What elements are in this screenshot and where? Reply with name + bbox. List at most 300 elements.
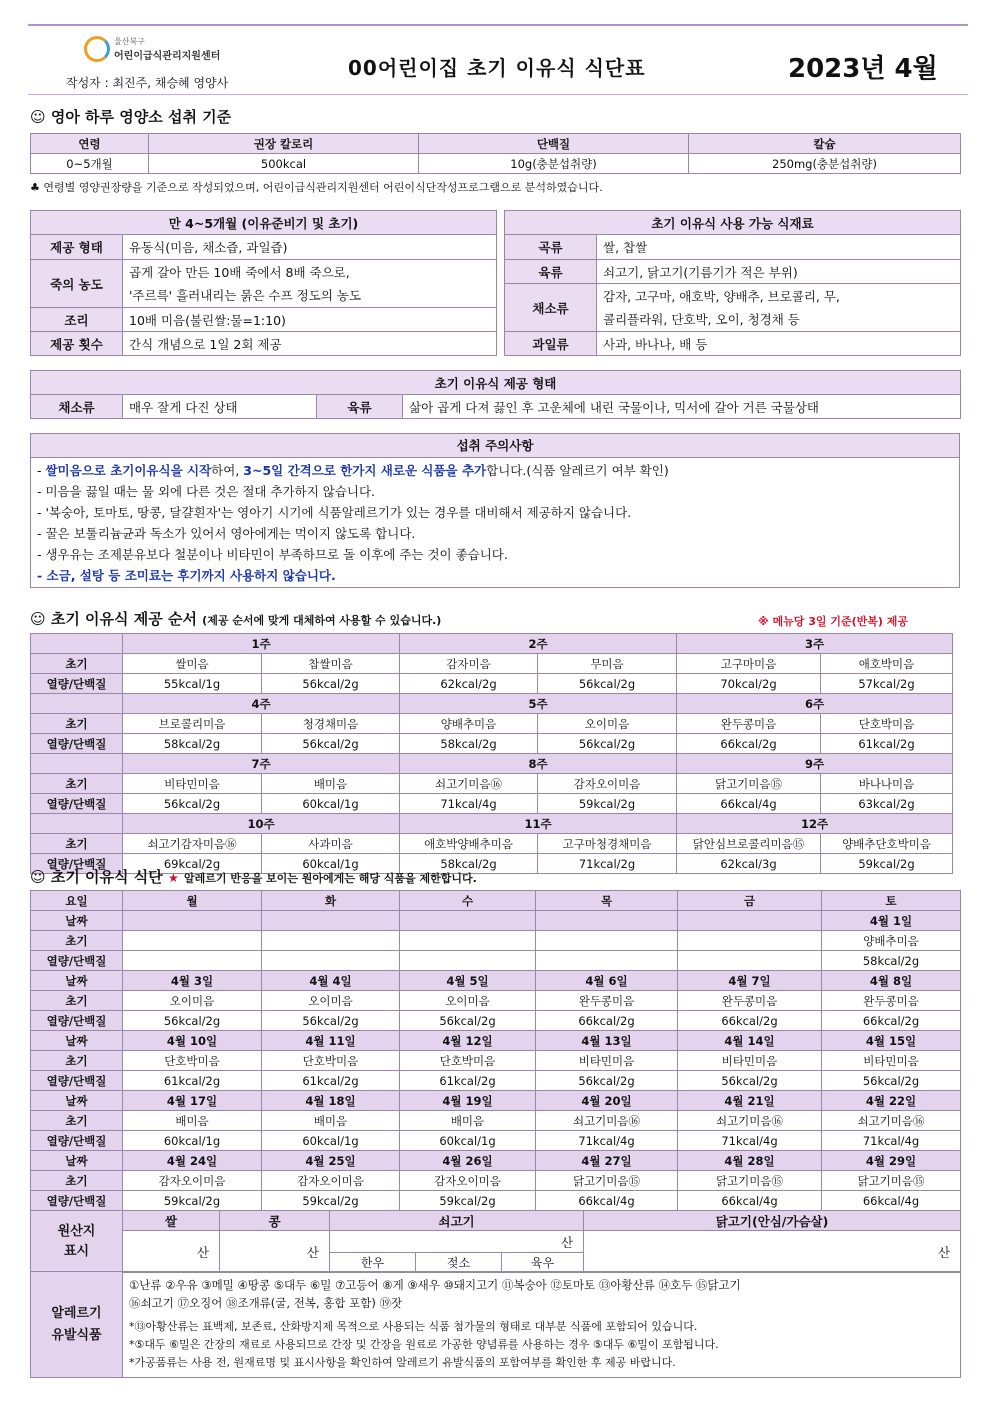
menu-date-cell [123, 911, 262, 931]
origin-label-2: 표시 [63, 1243, 90, 1259]
menu-kcal-cell: 60kcal/1g [400, 1131, 536, 1151]
order-kcal-cell: 58kcal/2g [123, 734, 262, 754]
order-row-label: 초기 [31, 654, 123, 674]
menu-day-cell: 월 [123, 891, 262, 911]
menu-kcal-row [31, 951, 961, 971]
menu-food-cell: 완두콩미음 [678, 991, 822, 1011]
menu-kcal-cell: 61kcal/2g [123, 1071, 262, 1091]
menu-date-row [31, 1151, 961, 1171]
order-menu-cell: 사과미음 [262, 834, 400, 854]
allergy-list-1: ①난류 ②우유 ③메밀 ④땅콩 ⑤대두 ⑥밀 ⑦고등어 ⑧게 ⑨새우 ⑩돼지고기 ⑪복숭아 ⑫토마토 ⑬아황산류 ⑭호두 ⑮닭고기 [129, 1278, 741, 1292]
order-week-label: 12주 [677, 814, 953, 834]
order-menu-cell: 고구마미음 [677, 654, 821, 674]
menu-kcal-row [31, 1011, 961, 1031]
origin-beef-value: 산 [330, 1231, 584, 1253]
menu-date-cell: 4월 12일 [400, 1031, 536, 1051]
order-menu-cell: 무미음 [538, 654, 677, 674]
menu-food-cell: 감자오이미음 [262, 1171, 400, 1191]
order-menu-cell: 완두콩미음 [677, 714, 821, 734]
menu-date-cell: 4월 8일 [822, 971, 961, 991]
ingredient-value: 쇠고기, 닭고기(기름기가 적은 부위) [597, 260, 961, 284]
allergy-note-3: *가공품류는 사용 전, 원재료명 및 표시사항을 확인하여 알레르기 유발식품의 포함여부를 확인한 후 제공 바랍니다. [129, 1356, 676, 1369]
order-menu-cell: 비타민미음 [123, 774, 262, 794]
menu-row-label: 열량/단백질 [31, 1191, 123, 1211]
order-menu-row [31, 774, 953, 794]
ingredient-value: 사과, 바나나, 배 등 [597, 332, 961, 356]
caution-text: 하여, [211, 463, 244, 478]
menu-kcal-cell: 61kcal/2g [400, 1071, 536, 1091]
menu-date-cell: 4월 18일 [262, 1091, 400, 1111]
menu-kcal-cell [400, 951, 536, 971]
order-kcal-cell: 57kcal/2g [821, 674, 953, 694]
menu-date-cell: 4월 27일 [536, 1151, 678, 1171]
menu-section-title [30, 866, 477, 887]
menu-day-label: 요일 [31, 891, 123, 911]
order-menu-cell: 애호박미음 [821, 654, 953, 674]
form-meat-value: 삶아 곱게 다져 끓인 후 고운체에 내린 국물이나, 믹서에 갈아 거른 국물상태 [403, 395, 961, 419]
menu-kcal-cell: 66kcal/4g [822, 1191, 961, 1211]
logo-line2: 어린이급식관리지원센터 [114, 51, 221, 62]
menu-row-label: 열량/단백질 [31, 1071, 123, 1091]
menu-food-row [31, 1171, 961, 1191]
menu-row-label: 초기 [31, 931, 123, 951]
menu-date-cell: 4월 10일 [123, 1031, 262, 1051]
form-veg-value: 매우 잘게 다진 상태 [123, 395, 317, 419]
order-section-title [30, 608, 441, 629]
logo-mark-icon [84, 36, 110, 62]
menu-food-cell [400, 931, 536, 951]
origin-rice-label: 쌀 [123, 1211, 220, 1231]
origin-label-1: 원산지 [57, 1223, 96, 1239]
order-week-corner [31, 634, 123, 654]
menu-kcal-cell: 71kcal/4g [822, 1131, 961, 1151]
nutrition-cell: 250mg(충분섭취량) [689, 154, 961, 174]
menu-date-cell: 4월 15일 [822, 1031, 961, 1051]
menu-date-cell: 4월 24일 [123, 1151, 262, 1171]
order-kcal-cell: 56kcal/2g [538, 674, 677, 694]
allergy-label-2: 유발식품 [51, 1327, 102, 1343]
order-row-label: 열량/단백질 [31, 734, 123, 754]
menu-kcal-cell: 59kcal/2g [123, 1191, 262, 1211]
order-row-label: 초기 [31, 774, 123, 794]
year-month: 2023년 4월 [788, 54, 938, 84]
menu-food-cell: 닭고기미음⑮ [822, 1171, 961, 1191]
order-menu-row [31, 714, 953, 734]
menu-food-cell [536, 931, 678, 951]
order-kcal-row [31, 734, 953, 754]
origin-bean-value: 산 [220, 1231, 330, 1273]
nutrition-header: 연령 [31, 134, 149, 154]
origin-beef-label: 쇠고기 [330, 1211, 584, 1231]
menu-row-label: 열량/단백질 [31, 1131, 123, 1151]
order-kcal-cell: 59kcal/2g [821, 854, 953, 874]
allergy-content [123, 1272, 961, 1378]
order-row-label: 열량/단백질 [31, 854, 123, 874]
origin-chicken-value: 산 [584, 1231, 961, 1273]
order-kcal-cell: 69kcal/2g [123, 854, 262, 874]
menu-kcal-cell: 66kcal/4g [536, 1191, 678, 1211]
menu-row-label: 초기 [31, 1111, 123, 1131]
ingredient-value: 쌀, 찹쌀 [597, 235, 961, 260]
ingredient-label: 육류 [505, 260, 597, 284]
stage-value: 유동식(미음, 채소즙, 과일즙) [123, 235, 497, 260]
menu-kcal-cell: 59kcal/2g [262, 1191, 400, 1211]
menu-date-cell: 4월 1일 [822, 911, 961, 931]
caution-title: 섭취 주의사항 [31, 434, 959, 458]
menu-date-cell: 4월 26일 [400, 1151, 536, 1171]
menu-date-cell [536, 911, 678, 931]
order-week-row [31, 814, 953, 834]
order-kcal-cell: 71kcal/4g [400, 794, 538, 814]
center-logo [84, 36, 220, 62]
order-row-label: 열량/단백질 [31, 674, 123, 694]
menu-kcal-row [31, 1191, 961, 1211]
menu-day-row [31, 891, 961, 911]
order-row-label: 초기 [31, 714, 123, 734]
caution-line-3: - '복숭아, 토마토, 땅콩, 달걀흰자'는 영아기 시기에 식품알레르기가 있는 경우를 대비해서 제공하지 않습니다. [37, 505, 632, 520]
menu-day-cell: 화 [262, 891, 400, 911]
menu-kcal-cell: 66kcal/4g [678, 1191, 822, 1211]
order-menu-cell: 오이미음 [538, 714, 677, 734]
menu-date-row [31, 971, 961, 991]
menu-date-cell: 4월 29일 [822, 1151, 961, 1171]
order-kcal-cell: 56kcal/2g [262, 734, 400, 754]
menu-food-row [31, 1111, 961, 1131]
stage-value: '주르륵' 흘러내리는 묽은 수프 정도의 농도 [123, 284, 497, 308]
caution-box [30, 433, 960, 588]
stage-title: 만 4~5개월 (이유준비기 및 초기) [31, 211, 497, 235]
order-kcal-cell: 62kcal/2g [400, 674, 538, 694]
order-kcal-cell: 58kcal/2g [400, 854, 538, 874]
order-menu-cell: 찹쌀미음 [262, 654, 400, 674]
menu-food-cell: 배미음 [262, 1111, 400, 1131]
menu-date-cell: 4월 28일 [678, 1151, 822, 1171]
caution-dash: - [37, 463, 46, 478]
order-kcal-cell: 70kcal/2g [677, 674, 821, 694]
menu-food-cell [262, 931, 400, 951]
menu-kcal-cell: 60kcal/1g [123, 1131, 262, 1151]
menu-kcal-cell: 59kcal/2g [400, 1191, 536, 1211]
menu-date-cell: 4월 7일 [678, 971, 822, 991]
menu-date-cell: 4월 19일 [400, 1091, 536, 1111]
allergy-note-2: *⑤대두 ⑥밀은 간장의 재료로 사용되므로 간장 및 간장을 원료로 가공한 양념류를 사용하는 경우 ⑤대두 ⑥밀이 포함됩니다. [129, 1338, 719, 1351]
menu-kcal-cell [123, 951, 262, 971]
menu-food-cell: 비타민미음 [822, 1051, 961, 1071]
order-kcal-cell: 56kcal/2g [262, 674, 400, 694]
order-menu-row [31, 654, 953, 674]
ingredient-value: 감자, 고구마, 애호박, 양배추, 브로콜리, 무, [597, 284, 961, 308]
allergy-label [31, 1272, 123, 1378]
order-menu-cell: 감자오이미음 [538, 774, 677, 794]
order-menu-cell: 양배추미음 [400, 714, 538, 734]
menu-date-cell: 4월 3일 [123, 971, 262, 991]
stage-label: 조리 [31, 308, 123, 332]
allergy-list-2: ⑯쇠고기 ⑰오징어 ⑱조개류(굴, 전복, 홍합 포함) ⑲잣 [129, 1296, 403, 1310]
menu-date-cell: 4월 14일 [678, 1031, 822, 1051]
order-menu-cell: 감자미음 [400, 654, 538, 674]
menu-kcal-cell: 58kcal/2g [822, 951, 961, 971]
menu-food-cell: 쇠고기미음⑯ [536, 1111, 678, 1131]
caution-emphasis: 쌀미음으로 초기이유식을 시작 [45, 463, 212, 478]
allergy-label-1: 알레르기 [51, 1305, 102, 1321]
origin-yukwoo: 육우 [502, 1253, 584, 1273]
nutrition-cell: 500kcal [149, 154, 419, 174]
order-week-label: 2주 [400, 634, 677, 654]
order-title-text: ☺ 초기 이유식 제공 순서 [30, 610, 197, 628]
form-meat-label: 육류 [317, 395, 403, 419]
stage-value: 곱게 갈아 만든 10배 죽에서 8배 죽으로, [123, 260, 497, 284]
ingredient-value: 콜리플라워, 단호박, 오이, 청경채 등 [597, 308, 961, 332]
menu-date-cell: 4월 17일 [123, 1091, 262, 1111]
order-week-corner [31, 694, 123, 714]
menu-food-cell: 완두콩미음 [536, 991, 678, 1011]
order-menu-cell: 청경채미음 [262, 714, 400, 734]
menu-food-cell: 감자오이미음 [400, 1171, 536, 1191]
order-kcal-cell: 66kcal/2g [677, 734, 821, 754]
origin-hanwoo: 한우 [330, 1253, 416, 1273]
menu-kcal-cell: 56kcal/2g [262, 1011, 400, 1031]
order-menu-cell: 쇠고기미음⑯ [400, 774, 538, 794]
nutrition-table [30, 133, 961, 174]
menu-food-cell: 쇠고기미음⑯ [678, 1111, 822, 1131]
order-kcal-cell: 63kcal/2g [821, 794, 953, 814]
caution-line-5: - 생우유는 조제분유보다 철분이나 비타민이 부족하므로 돌 이후에 주는 것이 좋습니다. [37, 547, 508, 562]
menu-day-cell: 수 [400, 891, 536, 911]
menu-food-cell: 단호박미음 [262, 1051, 400, 1071]
order-week-corner [31, 814, 123, 834]
menu-kcal-cell: 71kcal/4g [678, 1131, 822, 1151]
origin-dairy: 젖소 [416, 1253, 502, 1273]
menu-kcal-cell: 60kcal/1g [262, 1131, 400, 1151]
order-week-label: 9주 [677, 754, 953, 774]
menu-date-cell: 4월 6일 [536, 971, 678, 991]
nutrition-header: 권장 칼로리 [149, 134, 419, 154]
order-week-row [31, 754, 953, 774]
menu-date-row [31, 1091, 961, 1111]
origin-table [30, 1210, 961, 1273]
allergy-table [30, 1271, 961, 1378]
ingredient-label: 곡류 [505, 235, 597, 260]
order-week-row [31, 694, 953, 714]
menu-date-cell: 4월 4일 [262, 971, 400, 991]
menu-food-cell [123, 931, 262, 951]
menu-date-cell [678, 911, 822, 931]
menu-day-cell: 금 [678, 891, 822, 911]
nutrition-header: 칼슘 [689, 134, 961, 154]
order-menu-cell: 배미음 [262, 774, 400, 794]
order-kcal-cell: 60kcal/1g [262, 794, 400, 814]
origin-rice-value: 산 [123, 1231, 220, 1273]
menu-date-cell [262, 911, 400, 931]
menu-kcal-cell: 66kcal/2g [678, 1011, 822, 1031]
menu-kcal-row [31, 1071, 961, 1091]
menu-kcal-cell [678, 951, 822, 971]
header-rule [28, 94, 968, 95]
order-week-label: 1주 [123, 634, 400, 654]
menu-row-label: 날짜 [31, 1031, 123, 1051]
menu-day-cell: 목 [536, 891, 678, 911]
menu-kcal-cell: 56kcal/2g [400, 1011, 536, 1031]
order-kcal-cell: 62kcal/3g [677, 854, 821, 874]
menu-food-cell: 오이미음 [123, 991, 262, 1011]
header [28, 30, 968, 96]
menu-food-cell: 쇠고기미음⑯ [822, 1111, 961, 1131]
order-subtitle: (제공 순서에 맞게 대체하여 사용할 수 있습니다.) [202, 614, 442, 627]
order-week-label: 5주 [400, 694, 677, 714]
order-week-label: 7주 [123, 754, 400, 774]
origin-bean-label: 콩 [220, 1211, 330, 1231]
menu-kcal-cell: 71kcal/4g [536, 1131, 678, 1151]
menu-food-cell: 배미음 [123, 1111, 262, 1131]
ingredient-label: 과일류 [505, 332, 597, 356]
menu-food-row [31, 931, 961, 951]
order-menu-cell: 쌀미음 [123, 654, 262, 674]
menu-row-label: 열량/단백질 [31, 951, 123, 971]
stage-table [30, 210, 497, 356]
order-week-label: 11주 [400, 814, 677, 834]
stage-value: 10배 미음(불린쌀:물=1:10) [123, 308, 497, 332]
order-kcal-row [31, 674, 953, 694]
ingredients-table [504, 210, 961, 356]
menu-food-cell: 단호박미음 [123, 1051, 262, 1071]
caution-line-6: - 소금, 설탕 등 조미료는 후기까지 사용하지 않습니다. [37, 568, 336, 583]
menu-table [30, 890, 961, 1211]
menu-row-label: 초기 [31, 1171, 123, 1191]
order-menu-row [31, 834, 953, 854]
menu-date-cell: 4월 25일 [262, 1151, 400, 1171]
menu-kcal-cell: 56kcal/2g [123, 1011, 262, 1031]
nutrition-note: ♣ 연령별 영양권장량을 기준으로 작성되었으며, 어린이급식관리지원센터 어린이식단작성프로그램으로 분석하였습니다. [30, 181, 603, 194]
menu-food-cell: 단호박미음 [400, 1051, 536, 1071]
order-week-row [31, 634, 953, 654]
author: 작성자 : 최진주, 채승혜 영양사 [66, 76, 229, 90]
nutrition-section-title: ☺ 영아 하루 영양소 섭취 기준 [30, 108, 232, 126]
menu-date-cell: 4월 11일 [262, 1031, 400, 1051]
menu-row-label: 열량/단백질 [31, 1011, 123, 1031]
menu-row-label: 날짜 [31, 1151, 123, 1171]
menu-food-cell: 배미음 [400, 1111, 536, 1131]
menu-title-text: ☺ 초기 이유식 식단 [30, 868, 163, 886]
star-icon: ★ [167, 871, 179, 885]
order-kcal-row [31, 794, 953, 814]
order-week-corner [31, 754, 123, 774]
order-menu-cell: 닭고기미음⑮ [677, 774, 821, 794]
nutrition-cell: 0~5개월 [31, 154, 149, 174]
menu-kcal-row [31, 1131, 961, 1151]
top-rule [28, 24, 968, 26]
menu-food-cell: 양배추미음 [822, 931, 961, 951]
menu-kcal-cell: 61kcal/2g [262, 1071, 400, 1091]
menu-kcal-cell [262, 951, 400, 971]
order-menu-cell: 고구마청경채미음 [538, 834, 677, 854]
order-kcal-cell: 59kcal/2g [538, 794, 677, 814]
menu-row-label: 날짜 [31, 911, 123, 931]
menu-subtitle: 알레르기 반응을 보이는 원아에게는 해당 식품을 제한합니다. [183, 872, 477, 885]
ingredient-label: 채소류 [505, 284, 597, 332]
menu-row-label: 초기 [31, 991, 123, 1011]
logo-line1: 울산북구 [114, 37, 145, 46]
order-menu-cell: 바나나미음 [821, 774, 953, 794]
caution-text: 합니다.(식품 알레르기 여부 확인) [486, 463, 669, 478]
form-table [30, 370, 961, 419]
menu-food-row [31, 991, 961, 1011]
order-kcal-cell: 58kcal/2g [400, 734, 538, 754]
menu-food-cell: 닭고기미음⑮ [536, 1171, 678, 1191]
menu-food-cell: 완두콩미음 [822, 991, 961, 1011]
menu-kcal-cell: 66kcal/2g [536, 1011, 678, 1031]
origin-label [31, 1211, 123, 1273]
menu-date-cell: 4월 20일 [536, 1091, 678, 1111]
stage-value: 간식 개념으로 1일 2회 제공 [123, 332, 497, 356]
menu-day-cell: 토 [822, 891, 961, 911]
order-menu-cell: 단호박미음 [821, 714, 953, 734]
origin-chicken-label: 닭고기(안심/가슴살) [584, 1211, 961, 1231]
menu-date-cell: 4월 22일 [822, 1091, 961, 1111]
nutrition-header: 단백질 [419, 134, 689, 154]
order-kcal-cell: 56kcal/2g [538, 734, 677, 754]
order-kcal-cell: 71kcal/2g [538, 854, 677, 874]
menu-row-label: 날짜 [31, 1091, 123, 1111]
order-menu-cell: 쇠고기감자미음⑯ [123, 834, 262, 854]
stage-label: 죽의 농도 [31, 260, 123, 308]
menu-date-cell [400, 911, 536, 931]
menu-food-cell: 오이미음 [262, 991, 400, 1011]
order-menu-cell: 브로콜리미음 [123, 714, 262, 734]
caution-line-2: - 미음을 끓일 때는 물 외에 다른 것은 절대 추가하지 않습니다. [37, 484, 376, 499]
menu-food-cell: 비타민미음 [678, 1051, 822, 1071]
caution-emphasis: 3~5일 간격으로 한가지 새로운 식품을 추가 [243, 463, 487, 478]
order-week-label: 4주 [123, 694, 400, 714]
menu-date-cell: 4월 21일 [678, 1091, 822, 1111]
order-menu-cell: 양배추단호박미음 [821, 834, 953, 854]
menu-food-cell: 닭고기미음⑮ [678, 1171, 822, 1191]
order-menu-cell: 닭안심브로콜리미음⑮ [677, 834, 821, 854]
page-title: 00어린이집 초기 이유식 식단표 [348, 56, 646, 80]
menu-date-cell: 4월 13일 [536, 1031, 678, 1051]
menu-kcal-cell: 56kcal/2g [678, 1071, 822, 1091]
order-week-label: 10주 [123, 814, 400, 834]
order-kcal-cell: 66kcal/4g [677, 794, 821, 814]
caution-line-4: - 꿀은 보툴리늄균과 독소가 있어서 영아에게는 먹이지 않도록 합니다. [37, 526, 416, 541]
order-kcal-cell: 60kcal/1g [262, 854, 400, 874]
nutrition-cell: 10g(충분섭취량) [419, 154, 689, 174]
caution-list [31, 458, 959, 586]
allergy-note-1: *⑬아황산류는 표백제, 보존료, 산화방지제 목적으로 사용되는 식품 첨가물의 형태로 대부분 식품에 포함되어 있습니다. [129, 1320, 698, 1333]
menu-kcal-cell: 56kcal/2g [536, 1071, 678, 1091]
order-table [30, 633, 953, 874]
menu-kcal-cell: 66kcal/2g [822, 1011, 961, 1031]
order-week-label: 8주 [400, 754, 677, 774]
caution-line-1 [31, 460, 959, 481]
form-title: 초기 이유식 제공 형태 [31, 371, 961, 395]
order-week-label: 6주 [677, 694, 953, 714]
menu-row-label: 날짜 [31, 971, 123, 991]
menu-food-cell: 비타민미음 [536, 1051, 678, 1071]
menu-food-cell: 오이미음 [400, 991, 536, 1011]
menu-food-row [31, 1051, 961, 1071]
menu-date-row [31, 911, 961, 931]
menu-food-cell: 감자오이미음 [123, 1171, 262, 1191]
form-veg-label: 채소류 [31, 395, 123, 419]
menu-kcal-cell: 56kcal/2g [822, 1071, 961, 1091]
order-note: ※ 메뉴당 3일 기준(반복) 제공 [758, 615, 908, 628]
order-row-label: 초기 [31, 834, 123, 854]
stage-label: 제공 횟수 [31, 332, 123, 356]
menu-food-cell [678, 931, 822, 951]
menu-kcal-cell [536, 951, 678, 971]
order-kcal-cell: 55kcal/1g [123, 674, 262, 694]
order-kcal-cell: 61kcal/2g [821, 734, 953, 754]
